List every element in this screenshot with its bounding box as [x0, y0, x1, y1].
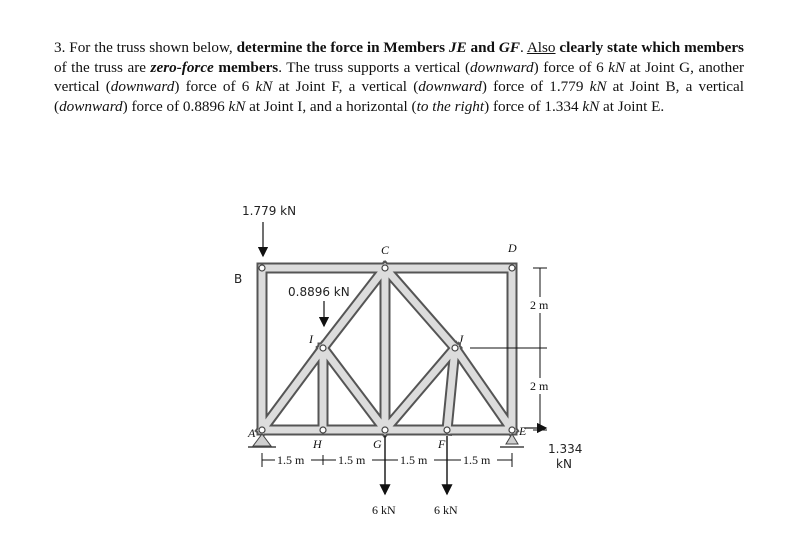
joint-label-b: B	[234, 272, 243, 286]
problem-statement: 3. For the truss shown below, determine the force in Members JE and GF. Also clearly state which members of the truss are zero-force members. The truss supports a vertical (downward) force of 6 kN at Joint G, another vertical (downward) force of 6 kN at Joint F, a vertical (downward) force of 1.779 kN at Joint B, a vertical (downward) force of 0.8896 kN at Joint I, and a horizontal (to the right) force of 1.334 kN at Joint E.	[54, 39, 745, 115]
load-label-b: 1.779 kN	[242, 204, 297, 218]
dim-label-h1: 1.5 m	[277, 453, 305, 467]
joint-label-e: E	[519, 424, 527, 438]
problem-number: 3.	[54, 39, 66, 56]
dim-label-h2: 1.5 m	[338, 453, 366, 467]
joint-label-g: G	[373, 437, 382, 451]
load-label-e-unit: kN	[556, 457, 572, 471]
dim-label-h3: 1.5 m	[400, 453, 428, 467]
joint-label-j: J	[458, 332, 464, 346]
load-label-g: 6 kN	[372, 503, 396, 517]
joint-label-d: D	[508, 241, 517, 255]
dim-label-h4: 1.5 m	[463, 453, 491, 467]
joint-label-i: I	[309, 332, 313, 346]
load-label-i: 0.8896 kN	[288, 285, 350, 299]
load-label-f: 6 kN	[434, 503, 458, 517]
load-label-e-value: 1.334	[548, 442, 583, 456]
dim-label-v2: 2 m	[530, 379, 549, 393]
joint-label-f: F	[438, 437, 446, 451]
joint-label-c: C	[381, 243, 390, 257]
joint-label-a: A	[248, 426, 256, 440]
dim-label-v1: 2 m	[530, 298, 549, 312]
joint-label-h: H	[313, 437, 322, 451]
